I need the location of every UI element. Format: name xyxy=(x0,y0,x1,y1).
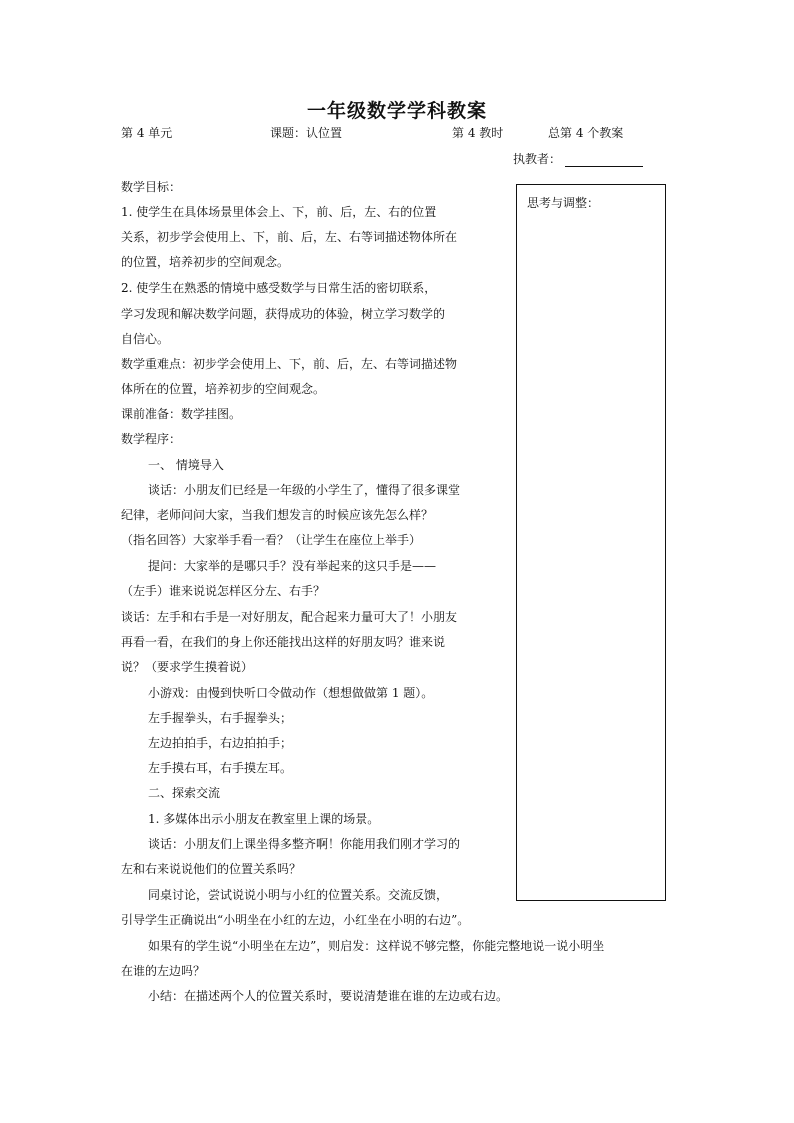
unit-label: 第 4 单元 xyxy=(121,126,173,140)
reflection-box xyxy=(516,184,666,901)
lesson-line: 谈话：左手和右手是一对好朋友，配合起来力量可大了！小朋友 xyxy=(121,610,458,624)
lesson-line: 2. 使学生在熟悉的情境中感受数学与日常生活的密切联系， xyxy=(121,281,437,295)
lesson-line: 说？（要求学生摸着说） xyxy=(121,660,254,674)
period-label: 第 4 教时 xyxy=(452,126,504,140)
section-heading: 一、 情境导入 xyxy=(148,458,224,472)
page-title: 一年级数学学科教案 xyxy=(306,100,487,122)
lesson-line: 1. 使学生在具体场景里体会上、下，前、后，左、右的位置 xyxy=(121,205,437,219)
lesson-line: （左手）谁来说说怎样区分左、右手？ xyxy=(121,584,326,598)
lesson-line: 左和右来说说他们的位置关系吗？ xyxy=(121,862,302,876)
lesson-line: 引导学生正确说出“小明坐在小红的左边，小红坐在小明的右边”。 xyxy=(121,913,470,927)
lesson-line: 小结：在描述两个人的位置关系时，要说清楚谁在谁的左边或右边。 xyxy=(148,989,509,1003)
lesson-line: 关系，初步学会使用上、下，前、后，左、右等词描述物体所在 xyxy=(121,230,458,244)
lesson-line: 课前准备：数学挂图。 xyxy=(121,407,242,421)
lesson-line: 自信心。 xyxy=(121,332,170,346)
lesson-line: 左边拍拍手，右边拍拍手； xyxy=(148,736,293,750)
lesson-line: 小游戏：由慢到快听口令做动作（想想做做第 1 题）。 xyxy=(148,686,434,700)
lesson-line: 同桌讨论，尝试说说小明与小红的位置关系。交流反馈， xyxy=(148,888,449,902)
lesson-line: 数学程序： xyxy=(121,432,182,446)
lesson-line: 在谁的左边吗？ xyxy=(121,964,206,978)
teacher-field xyxy=(513,150,643,167)
lesson-line: 1. 多媒体出示小朋友在教室里上课的场景。 xyxy=(148,812,380,826)
lesson-line: 纪律，老师问问大家，当我们想发言的时候应该先怎么样？ xyxy=(121,508,434,522)
section-heading: 二、探索交流 xyxy=(148,786,221,800)
lesson-line: 谈话：小朋友们已经是一年级的小学生了，懂得了很多课堂 xyxy=(148,483,461,497)
lesson-line: 谈话：小朋友们上课坐得多整齐啊！你能用我们刚才学习的 xyxy=(148,837,461,851)
lesson-line: 数学目标： xyxy=(121,180,182,194)
lesson-line: 再看一看，在我们的身上你还能找出这样的好朋友吗？谁来说 xyxy=(121,635,446,649)
lesson-line: 左手摸右耳，右手摸左耳。 xyxy=(148,761,293,775)
lesson-line: 学习发现和解决数学问题，获得成功的体验，树立学习数学的 xyxy=(121,307,446,321)
total-label: 总第 4 个教案 xyxy=(548,126,624,140)
teacher-blank-line xyxy=(565,153,643,167)
reflection-label: 思考与调整： xyxy=(527,196,600,210)
teacher-label: 执教者： xyxy=(513,152,562,166)
lesson-line: 左手握拳头，右手握拳头； xyxy=(148,711,293,725)
lesson-line: （指名回答）大家举手看一看？（让学生在座位上举手） xyxy=(121,533,422,547)
lesson-line: 提问：大家举的是哪只手？没有举起来的这只手是—— xyxy=(148,559,437,573)
lesson-line: 如果有的学生说“小明坐在左边”，则启发：这样说不够完整，你能完整地说一说小明坐 xyxy=(148,939,605,953)
topic-label: 课题：认位置 xyxy=(270,126,343,140)
lesson-line: 体所在的位置，培养初步的空间观念。 xyxy=(121,382,326,396)
lesson-line: 的位置，培养初步的空间观念。 xyxy=(121,255,290,269)
lesson-line: 数学重难点：初步学会使用上、下，前、后，左、右等词描述物 xyxy=(121,357,458,371)
